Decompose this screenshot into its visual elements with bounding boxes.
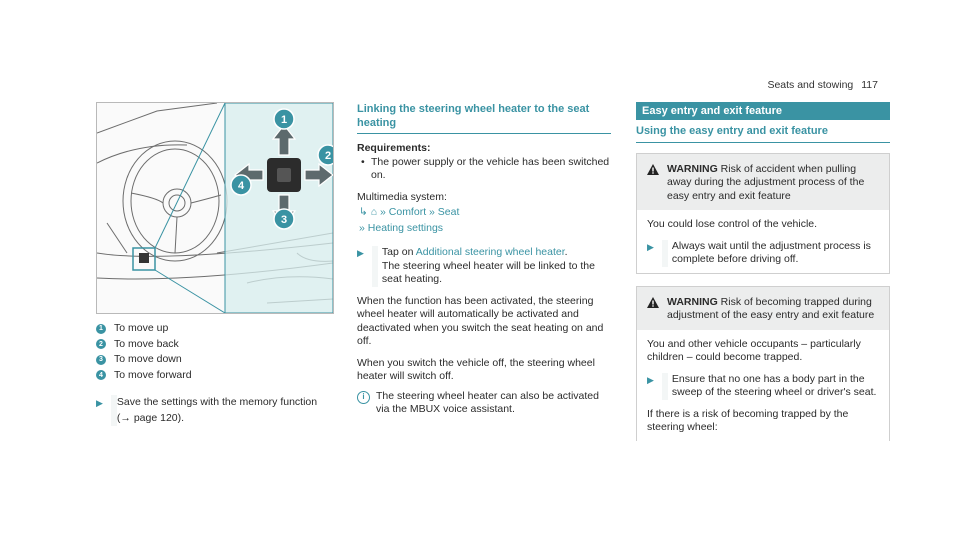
warning-consequence: You and other vehicle occupants – particularly children – could become trapped. bbox=[647, 337, 861, 363]
requirements-label: Requirements: bbox=[357, 142, 431, 154]
page-number: 117 bbox=[861, 79, 878, 91]
step-description: The steering wheel heater will be linked to the seat heating. bbox=[381, 259, 595, 285]
warning-step: ▶ Always wait until the adjustment process is complete before driving off. bbox=[647, 240, 879, 267]
path-heating-settings[interactable]: Heating settings bbox=[367, 222, 444, 234]
path-separator-icon: » bbox=[429, 206, 435, 218]
info-icon: i bbox=[357, 391, 370, 404]
steering-heater-section bbox=[357, 102, 611, 417]
warning-icon bbox=[647, 164, 659, 175]
warning-label: WARNING bbox=[667, 295, 718, 308]
legend-number: 4 bbox=[96, 370, 106, 380]
callout-1: 1 bbox=[280, 114, 288, 126]
legend-text: To move down bbox=[114, 353, 182, 365]
step-arrow-icon: ▶ bbox=[647, 241, 654, 252]
home-icon: ⌂ bbox=[370, 206, 378, 218]
multimedia-label: Multimedia system: bbox=[357, 190, 447, 203]
menu-arrow-icon: ↳ bbox=[359, 206, 368, 218]
path-comfort[interactable]: Comfort bbox=[388, 206, 427, 218]
steering-adjust-figure bbox=[96, 102, 334, 314]
step-page-ref[interactable]: (→ page 120). bbox=[116, 411, 185, 424]
subheading: Using the easy entry and exit feature bbox=[636, 120, 890, 143]
easy-entry-section bbox=[636, 102, 890, 441]
callout-4: 4 bbox=[237, 180, 245, 192]
step-arrow-icon: ▶ bbox=[647, 374, 654, 385]
warning-condition: If there is a risk of becoming trapped by the steering wheel: bbox=[647, 407, 849, 433]
section-bar: Easy entry and exit feature bbox=[636, 102, 890, 120]
legend-text: To move up bbox=[114, 322, 169, 334]
legend-number: 2 bbox=[96, 339, 106, 349]
warning-consequence: You could lose control of the vehicle. bbox=[647, 218, 818, 230]
info-text: The steering wheel heater can also be activated via the MBUX voice assistant. bbox=[376, 389, 599, 415]
legend-text: To move back bbox=[114, 337, 179, 350]
legend-item bbox=[96, 368, 346, 384]
step-text: Save the settings with the memory function bbox=[116, 396, 318, 408]
menu-path bbox=[357, 204, 611, 236]
callout-2: 2 bbox=[324, 150, 332, 162]
additional-heater-link[interactable]: Additional steering wheel heater bbox=[415, 246, 565, 258]
legend-item bbox=[96, 352, 346, 368]
tap-step: ▶ Tap on Additional steering wheel heater. The steering wheel heater will be linked to the seat heating. bbox=[357, 246, 611, 287]
page-header bbox=[767, 79, 878, 91]
path-separator-icon: » bbox=[359, 222, 365, 234]
section-heading: Linking the steering wheel heater to the seat heating bbox=[357, 102, 611, 134]
legend-item bbox=[96, 321, 346, 337]
warning-box-accident bbox=[636, 153, 890, 274]
path-seat[interactable]: Seat bbox=[437, 206, 460, 218]
warning-title: Risk of becoming trapped during adjustment of the easy entry and exit feature bbox=[667, 295, 875, 321]
figure-legend bbox=[96, 321, 346, 426]
info-note bbox=[357, 390, 611, 417]
legend-text: To move forward bbox=[114, 368, 192, 381]
legend-item bbox=[96, 337, 346, 353]
paragraph-activation: When the function has been activated, the steering wheel heater will automatically be activated and deactivated when you switch the seat heating on and off. bbox=[357, 294, 604, 347]
section-title: Seats and stowing bbox=[767, 79, 854, 91]
legend-number: 1 bbox=[96, 324, 106, 334]
warning-title: Risk of accident when pulling away during the adjustment process of the easy entry and exit feature bbox=[667, 162, 865, 202]
warning-icon bbox=[647, 297, 659, 308]
memory-step bbox=[96, 395, 346, 426]
legend-number: 3 bbox=[96, 355, 106, 365]
requirement-item: • The power supply or the vehicle has been switched on. bbox=[361, 155, 610, 181]
step-arrow-icon: ▶ bbox=[357, 248, 364, 258]
warning-step: ▶ Ensure that no one has a body part in the sweep of the steering wheel or driver's seat. bbox=[647, 373, 879, 400]
callout-3: 3 bbox=[280, 214, 288, 226]
path-separator-icon: » bbox=[380, 206, 386, 218]
paragraph-switch-off: When you switch the vehicle off, the steering wheel heater will switch off. bbox=[357, 356, 595, 382]
step-arrow-icon: ▶ bbox=[96, 398, 103, 408]
warning-box-trapped bbox=[636, 286, 890, 441]
steering-wheel-illustration bbox=[97, 103, 333, 313]
warning-label: WARNING bbox=[667, 162, 718, 175]
